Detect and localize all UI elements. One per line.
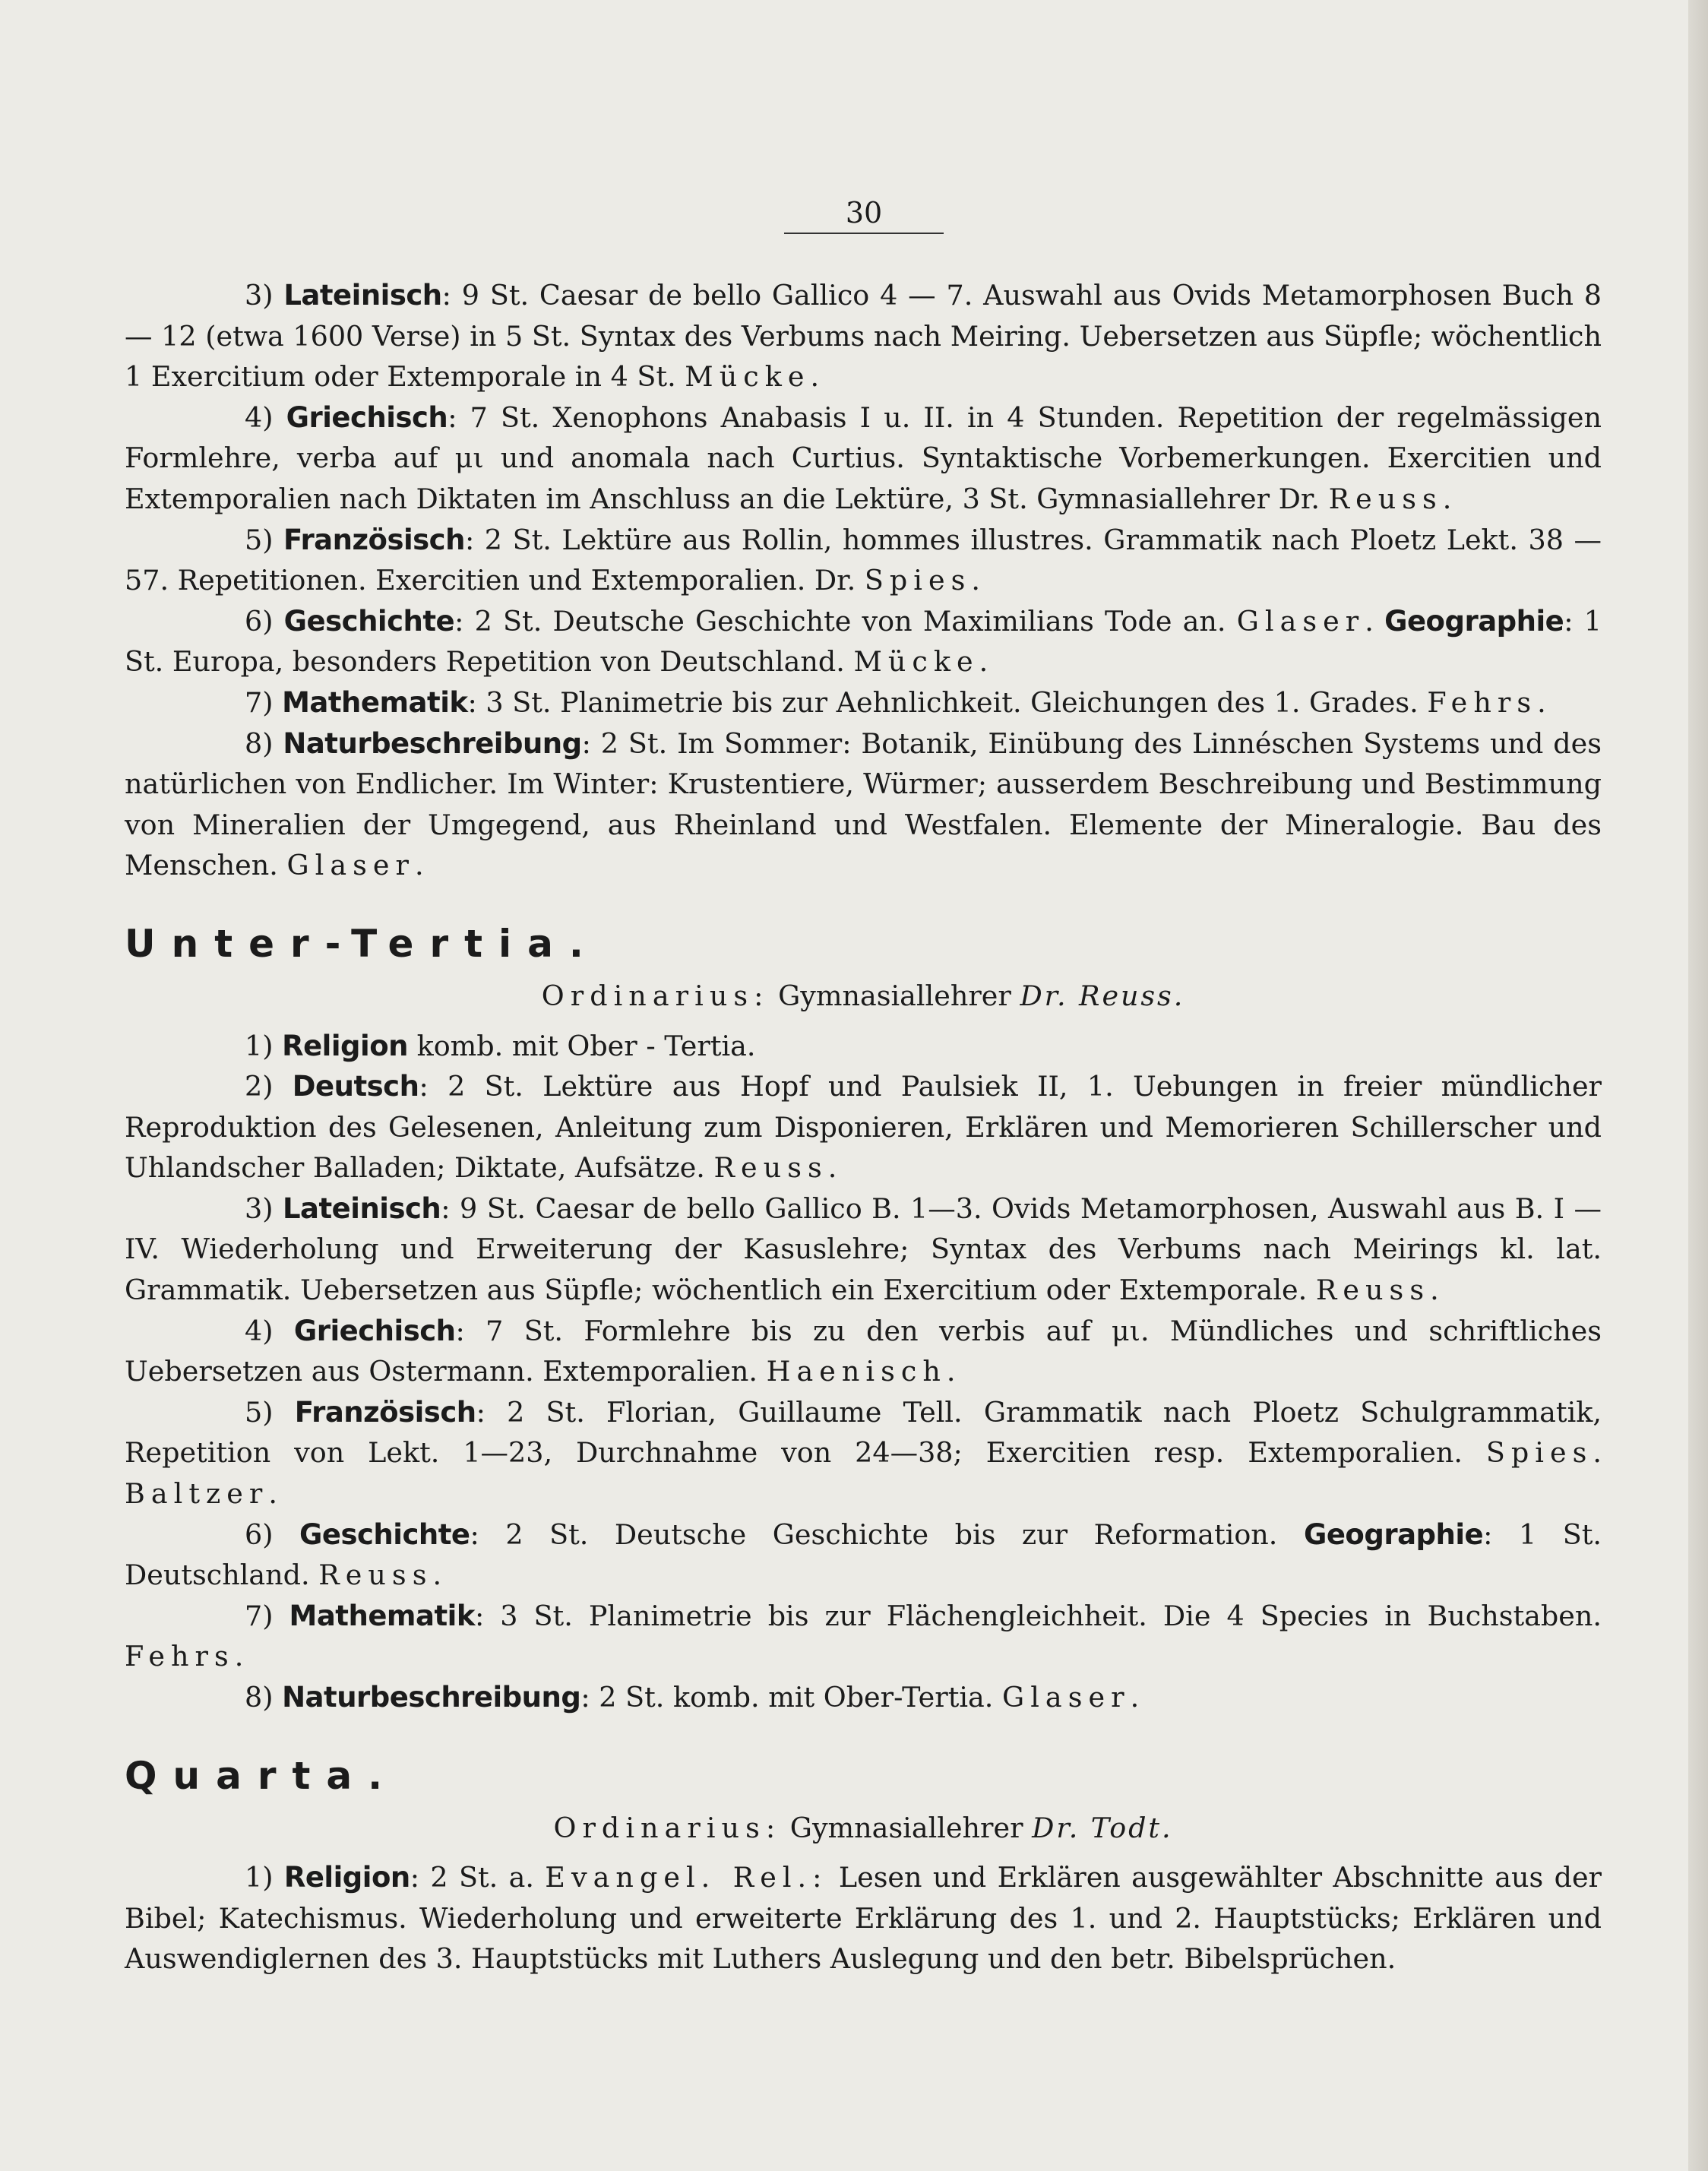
teacher-name: Reuss	[1315, 1274, 1431, 1307]
teacher-name: Spies	[864, 564, 972, 597]
ordinarius-unter-tertia: Ordinarius: Gymnasiallehrer Dr. Reuss.	[541, 979, 1185, 1012]
heading-quarta: Quarta.	[125, 1753, 399, 1798]
subject-griechisch: Griechisch	[286, 400, 448, 434]
spaced-label: Evangel. Rel.:	[545, 1861, 828, 1894]
teacher-name: Fehrs	[125, 1640, 235, 1673]
subject-lateinisch: Lateinisch	[282, 1192, 441, 1225]
page-content	[125, 275, 1602, 1980]
paragraph-mathematik: 7) Mathematik: 3 St. Planimetrie bis zur Flächengleichheit. Die 4 Species in Buchstaben. Fehrs.	[125, 1599, 1602, 1673]
paragraph-griechisch: 4) Griechisch: 7 St. Formlehre bis zu den verbis auf μι. Mündliches und schriftliches Uebersetzen aus Ostermann. Extemporalien. Haenisch.	[125, 1314, 1602, 1388]
subject-lateinisch: Lateinisch	[283, 279, 442, 312]
subject-geschichte: Geschichte	[299, 1517, 470, 1551]
teacher-name: Glaser	[1002, 1681, 1131, 1714]
subject-mathematik: Mathematik	[289, 1599, 475, 1632]
teacher-name: Fehrs	[1427, 685, 1538, 719]
subject-franzoesisch: Französisch	[294, 1395, 476, 1429]
teacher-name: Mücke	[685, 360, 811, 394]
paragraph-franzoesisch: 5) Französisch: 2 St. Lektüre aus Rollin, hommes illustres. Grammatik nach Ploetz Lekt. 38 — 57. Repetitionen. Exercitien und Extemporalien. Dr. Spies.	[125, 523, 1602, 597]
paragraph-griechisch: 4) Griechisch: 7 St. Xenophons Anabasis I u. II. in 4 Stunden. Repetition der regelmässigen Formlehre, verba auf μι und anomala nach Curtius. Syntaktische Vorbemerkungen. Exercitien und Extemporalien nach Diktaten im Anschluss an die Lektüre, 3 St. Gymnasiallehrer Dr. Reuss.	[125, 400, 1602, 515]
subject-geschichte: Geschichte	[283, 604, 455, 638]
paragraph-naturbeschreibung: 8) Naturbeschreibung: 2 St. komb. mit Ober-Tertia. Glaser.	[245, 1681, 1140, 1714]
subject-deutsch: Deutsch	[292, 1070, 419, 1103]
subject-religion: Religion	[282, 1029, 408, 1062]
subject-naturbeschreibung: Naturbeschreibung	[283, 726, 582, 760]
subject-franzoesisch: Französisch	[283, 523, 465, 556]
subject-geographie: Geographie	[1384, 604, 1564, 638]
paragraph-religion: 1) Religion: 2 St. a. Evangel. Rel.: Lesen und Erklären ausgewählter Abschnitte aus der Bibel; Katechismus. Wiederholung und erweiterte Erklärung des 1. und 2. Hauptstücks; Erklären und Auswendiglernen des 3. Hauptstücks mit Luthers Auslegung und den betr. Bibelsprüchen.	[125, 1861, 1602, 1976]
paragraph-geschichte: 6) Geschichte: 2 St. Deutsche Geschichte bis zur Reformation. Geographie: 1 St. Deutschland. Reuss.	[125, 1517, 1602, 1592]
paragraph-geschichte: 6) Geschichte: 2 St. Deutsche Geschichte von Maximilians Tode an. Glaser. Geographie: 1 St. Europa, besonders Repetition von Deutschland. Mücke.	[125, 604, 1602, 679]
page-edge	[1688, 0, 1708, 2171]
teacher-name: Reuss	[318, 1559, 433, 1592]
teacher-name: Reuss	[1328, 482, 1443, 515]
paragraph-franzoesisch: 5) Französisch: 2 St. Florian, Guillaume Tell. Grammatik nach Ploetz Schulgrammatik, Repetition von Lekt. 1—23, Durchnahme von 24—38; Exercitien resp. Extemporalien. Spies. Baltzer.	[125, 1395, 1602, 1511]
subject-geographie: Geographie	[1303, 1517, 1484, 1551]
teacher-name: Reuss	[713, 1151, 828, 1185]
subject-mathematik: Mathematik	[282, 685, 468, 719]
page-number: 30	[784, 196, 944, 234]
paragraph-naturbeschreibung: 8) Naturbeschreibung: 2 St. Im Sommer: Botanik, Einübung des Linnéschen Systems und des natürlichen von Endlicher. Im Winter: Krustentiere, Würmer; ausserdem Beschreibung und Bestimmung von Mineralien der Umgegend, aus Rheinland und Westfalen. Elemente der Mineralogie. Bau des Menschen. Glaser.	[125, 726, 1602, 882]
paragraph-mathematik: 7) Mathematik: 3 St. Planimetrie bis zur Aehnlichkeit. Gleichungen des 1. Grades. Fehrs.	[245, 685, 1546, 719]
ordinarius-quarta: Ordinarius: Gymnasiallehrer Dr. Todt.	[553, 1811, 1173, 1844]
teacher-name: Haenisch	[766, 1355, 947, 1388]
subject-religion: Religion	[283, 1861, 410, 1894]
teacher-name: Baltzer	[125, 1477, 269, 1511]
subject-naturbeschreibung: Naturbeschreibung	[282, 1681, 581, 1714]
heading-unter-tertia: Unter-Tertia.	[125, 921, 599, 966]
teacher-name: Mücke	[853, 645, 979, 679]
teacher-name: Spies	[1485, 1436, 1593, 1470]
paragraph-lateinisch: 3) Lateinisch: 9 St. Caesar de bello Gallico B. 1—3. Ovids Metamorphosen, Auswahl aus B. I — IV. Wiederholung und Erweiterung der Kasuslehre; Syntax des Verbums nach Meirings kl. lat. Grammatik. Uebersetzen aus Süpfle; wöchentlich ein Exercitium oder Extemporale. Reuss.	[125, 1192, 1602, 1307]
teacher-name: Glaser	[1236, 604, 1365, 638]
teacher-name: Glaser	[286, 849, 416, 882]
subject-griechisch: Griechisch	[293, 1314, 456, 1347]
paragraph-lateinisch: 3) Lateinisch: 9 St. Caesar de bello Gallico 4 — 7. Auswahl aus Ovids Metamorphosen Buch 8 — 12 (etwa 1600 Verse) in 5 St. Syntax des Verbums nach Meiring. Uebersetzen aus Süpfle; wöchentlich 1 Exercitium oder Extemporale in 4 St. Mücke.	[125, 279, 1602, 394]
paragraph-religion: 1) Religion komb. mit Ober - Tertia.	[245, 1029, 756, 1062]
paragraph-deutsch: 2) Deutsch: 2 St. Lektüre aus Hopf und Paulsiek II, 1. Uebungen in freier mündlicher Reproduktion des Gelesenen, Anleitung zum Disponieren, Erklären und Memorieren Schillerscher und Uhlandscher Balladen; Diktate, Aufsätze. Reuss.	[125, 1070, 1602, 1185]
